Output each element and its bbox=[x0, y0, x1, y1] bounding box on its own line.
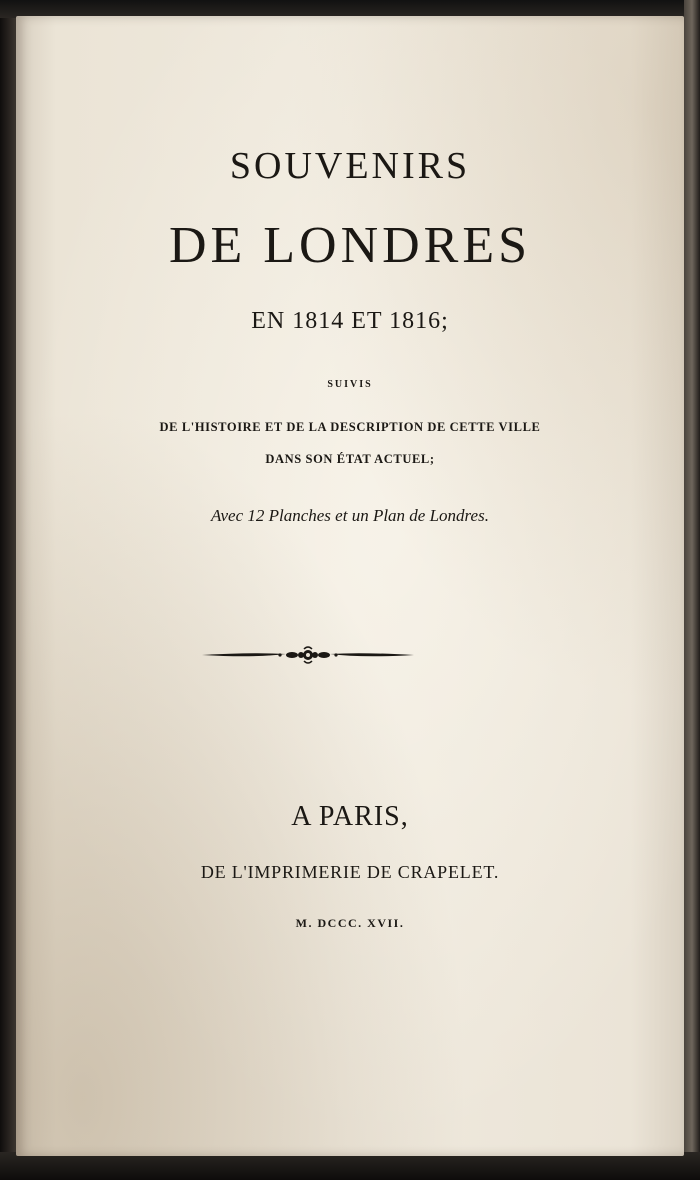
years-line: EN 1814 ET 1816; bbox=[251, 308, 449, 334]
description-line-1: DE L'HISTOIRE ET DE LA DESCRIPTION DE CETTE VILLE bbox=[159, 420, 541, 434]
bottom-edge bbox=[0, 1152, 700, 1180]
fleuron-ornament-icon bbox=[200, 644, 416, 666]
imprint-printer: DE L'IMPRIMERIE DE CRAPELET. bbox=[200, 862, 500, 882]
imprint-place: A PARIS, bbox=[291, 801, 409, 832]
suivis-line: SUIVIS bbox=[327, 379, 373, 390]
right-edge bbox=[684, 0, 700, 1180]
imprint-date: M. DCCC. XVII. bbox=[295, 916, 405, 930]
title-line-1: SOUVENIRS bbox=[229, 145, 471, 187]
description-line-2: DANS SON ÉTAT ACTUEL; bbox=[265, 452, 435, 466]
title-page bbox=[16, 16, 684, 1156]
title-line-2: DE LONDRES bbox=[168, 217, 532, 274]
plates-line: Avec 12 Planches et un Plan de Londres. bbox=[211, 506, 489, 525]
